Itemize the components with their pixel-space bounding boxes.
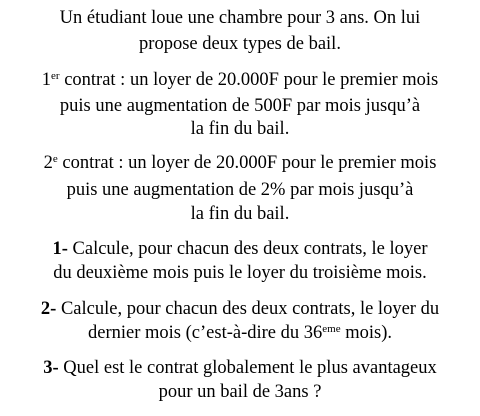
question-1-number: 1- — [52, 239, 68, 259]
question-2-text: Calcule, pour chacun des deux contrats, le loyer du — [56, 299, 440, 319]
question-1-text: Calcule, pour chacun des deux contrats, le loyer — [67, 239, 428, 259]
contract-2-number: 2 — [43, 153, 53, 173]
question-2-line-2 — [0, 322, 480, 344]
contract-2-superscript: e — [52, 152, 58, 165]
question-1-line-1 — [0, 238, 480, 260]
contract-2-line-3: la fin du bail. — [190, 204, 290, 224]
question-2-text-a: dernier mois (c’est-à-dire du 36 — [88, 323, 323, 343]
question-3-line-1 — [0, 357, 480, 379]
contract-1-line-3: la fin du bail. — [190, 119, 290, 139]
contract-1-number: 1 — [41, 70, 52, 90]
question-2-line-1 — [0, 298, 480, 320]
contract-2-line-1 — [0, 152, 480, 174]
question-3-line-2: pour un bail de 3ans ? — [158, 382, 322, 402]
intro-line-1: Un étudiant loue une chambre pour 3 ans. On lui — [59, 8, 421, 28]
question-3-text: Quel est le contrat globalement le plus avantageux — [58, 358, 437, 378]
question-2-text-b: mois). — [340, 323, 392, 343]
contract-1-line-1 — [0, 69, 480, 91]
question-1-line-2: du deuxième mois puis le loyer du troisième mois. — [53, 263, 427, 283]
intro-line-2: propose deux types de bail. — [139, 34, 341, 54]
contract-2-line-2: puis une augmentation de 2% par mois jusqu’à — [66, 180, 414, 200]
contract-2-text: contrat : un loyer de 20.000F pour le premier mois — [57, 153, 437, 173]
question-3-number: 3- — [43, 358, 59, 378]
question-2-number: 2- — [40, 299, 57, 319]
contract-1-superscript: er — [51, 69, 60, 82]
contract-1-text: contrat : un loyer de 20.000F pour le premier mois — [59, 70, 439, 90]
question-2-superscript: eme — [322, 322, 341, 335]
contract-1-line-2: puis une augmentation de 500F par mois jusqu’à — [59, 96, 421, 116]
